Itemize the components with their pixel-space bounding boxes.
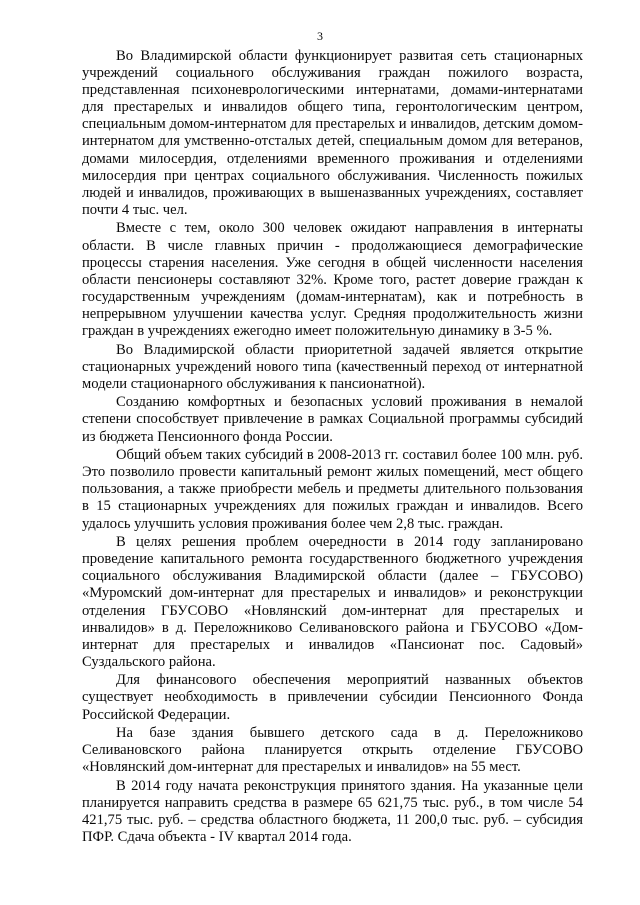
paragraph-financing-need: Для финансового обеспечения мероприятий названных объектов существует необходимость в привлечении субсидии Пенсионного Фонда Российской Федерации. (82, 672, 583, 723)
paragraph-subsidy-volume: Общий объем таких субсидий в 2008-2013 гг. составил более 100 млн. руб. Это позволило провести капитальный ремонт жилых помещений, мест общего пользования, а также приобрести мебель и предметы длительного пользования в 15 стационарных учреждениях для пожилых граждан и инвалидов. Всего удалось улучшить условия проживания более чем 2,8 тыс. граждан. (82, 447, 583, 532)
paragraph-2014-plans: В целях решения проблем очередности в 2014 году запланировано проведение капитального ремонта государственного бюджетного учреждения социального обслуживания Владимирской области (далее – ГБУСОВО) «Муромский дом-интернат для престарелых и инвалидов» и реконструкции отделения ГБУСОВО «Новлянский дом-интернат для престарелых и инвалидов» в д. Переложниково Селивановского района и ГБУСОВО «Дом-интернат для престарелых и инвалидов «Пансионат пос. Садовый» Суздальского района. (82, 534, 583, 670)
paragraph-priority-task: Во Владимирской области приоритетной задачей является открытие стационарных учреждений нового типа (качественный переход от интернатной модели стационарного обслуживания к пансионатной). (82, 341, 583, 392)
paragraph-reconstruction-budget: В 2014 году начата реконструкция принятого здания. На указанные цели планируется направить средства в размере 65 621,75 тыс. руб., в том числе 54 421,75 тыс. руб. – средства областного бюджета, 11 200,0 тыс. руб. – субсидия ПФР. Сдача объекта - IV квартал 2014 года. (82, 777, 583, 846)
paragraph-new-department: На базе здания бывшего детского сада в д. Переложниково Селивановского района планируется открыть отделение ГБУСОВО «Новлянский дом-интернат для престарелых и инвалидов» на 55 мест. (82, 725, 583, 776)
paragraph-waiting-list: Вместе с тем, около 300 человек ожидают направления в интернаты области. В числе главных причин - продолжающиеся демографические процессы старения населения. Уже сегодня в общей численности населения области пенсионеры составляют 32%. Кроме того, растет доверие граждан к государственным учреждениям (домам-интернатам), как и потребность в непрерывном улучшении качества услуг. Средняя продолжительность жизни граждан в учреждениях ежегодно имеет положительную динамику в 3-5 %. (82, 220, 583, 339)
page-number: 3 (317, 29, 323, 43)
document-body (82, 48, 583, 848)
paragraph-network-of-institutions: Во Владимирской области функционирует развитая сеть стационарных учреждений социального обслуживания граждан пожилого возраста, представленная психоневрологическими интернатами, домами-интернатами для престарелых и инвалидов общего типа, геронтологическим центром, специальным домом-интернатом для престарелых и инвалидов, детским домом-интернатом для умственно-отсталых детей, специальным домом для ветеранов, домами милосердия, отделениями временного проживания и отделениями милосердия при центрах социального обслуживания. Численность пожилых людей и инвалидов, проживающих в вышеназванных учреждениях, составляет почти 4 тыс. чел. (82, 48, 583, 218)
paragraph-pension-fund-subsidies: Созданию комфортных и безопасных условий проживания в немалой степени способствует привлечение в рамках Социальной программы субсидий из бюджета Пенсионного фонда России. (82, 394, 583, 445)
